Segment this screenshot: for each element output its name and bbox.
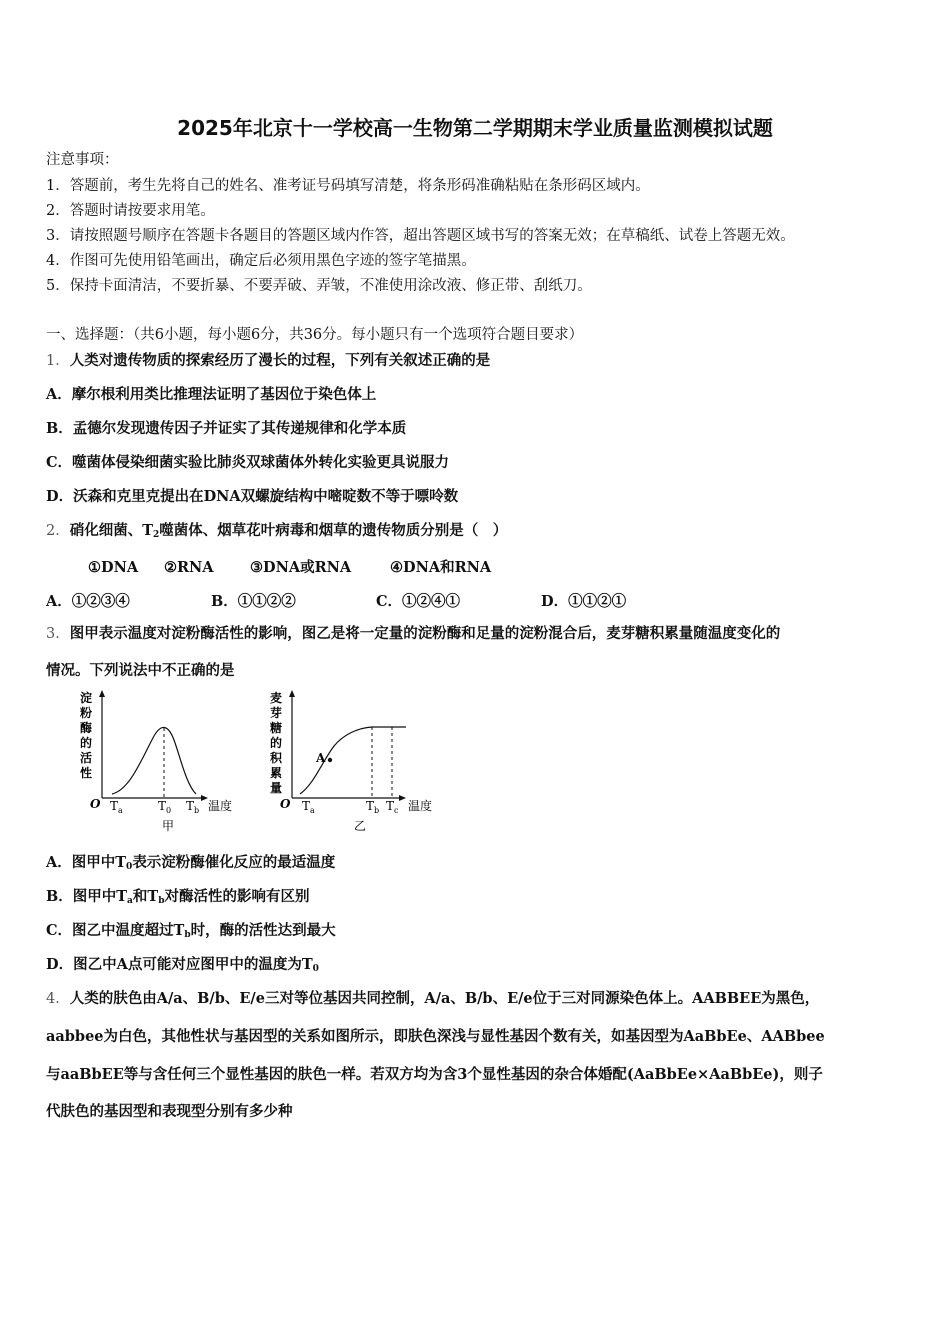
question-3-stem — [46, 624, 780, 644]
ylabel-char: 粉 — [80, 706, 93, 720]
q3-option-d — [46, 955, 319, 979]
q2-choice: ④DNA和RNA — [390, 559, 492, 576]
ylabel-char: 积 — [270, 751, 283, 765]
subscript: b — [184, 930, 191, 940]
ylabel-char: 性 — [80, 766, 93, 780]
q1-option-d: D．沃森和克里克提出在DNA双螺旋结构中嘧啶数不等于嘌呤数 — [46, 488, 459, 505]
question-4-stem-cont: 与aaBbEE等与含任何三个显性基因的肤色一样。若双方均为含3个显性基因的杂合体婚配(AaBbEe×AaBbEe)，则子 — [46, 1066, 823, 1083]
page-title: 2025年北京十一学校高一生物第二学期期末学业质量监测模拟试题 — [177, 116, 773, 140]
point-a-label: A — [316, 751, 326, 765]
option-text: C．图乙中温度超过T — [46, 922, 185, 939]
notice-item: 4．作图可先使用铅笔画出，确定后必须用黑色字迹的签字笔描黑。 — [46, 253, 476, 269]
question-number: 2． — [46, 523, 70, 539]
ylabel-char: 的 — [80, 736, 93, 750]
tick-label: $T_c$ — [386, 799, 399, 815]
tick-label: $T_a$ — [110, 799, 123, 815]
question-text: 人类对遗传物质的探索经历了漫长的过程，下列有关叙述正确的是 — [69, 352, 491, 369]
ylabel-char: 的 — [270, 736, 283, 750]
point-a-marker — [328, 758, 332, 762]
question-4-stem — [46, 989, 819, 1009]
q2-choice: ①DNA — [88, 559, 139, 576]
subscript: 0 — [312, 964, 319, 974]
x-axis-label: 温度 — [408, 799, 433, 813]
figure-caption: 甲 — [162, 819, 175, 833]
q1-option-a: A．摩尔根利用类比推理法证明了基因位于染色体上 — [46, 386, 377, 403]
option-text: 对酶活性的影响有区别 — [164, 888, 310, 905]
ylabel-char: 淀 — [80, 691, 93, 705]
tick-label: $T_b$ — [186, 799, 200, 815]
q1-option-b: B．孟德尔发现遗传因子并证实了其传递规律和化学本质 — [46, 420, 407, 437]
notice-item: 2．答题时请按要求用笔。 — [46, 203, 215, 219]
question-4-stem-cont: aabbee为白色，其他性状与基因型的关系如图所示，即肤色深浅与显性基因个数有关，如基因型为AaBbEe、AABbee — [46, 1028, 825, 1045]
option-text: B．图甲中T — [46, 888, 128, 905]
ylabel-char: 芽 — [270, 706, 283, 720]
ylabel-char: 量 — [270, 781, 283, 795]
ylabel-char: 糖 — [270, 721, 283, 735]
figure-caption: 乙 — [354, 819, 367, 833]
q2-option-d: D．①①②① — [541, 593, 627, 610]
option-text: D．图乙中A点可能对应图甲中的温度为T — [46, 956, 313, 973]
subscript: b — [158, 896, 165, 906]
ylabel-char: 累 — [270, 766, 283, 780]
figure-yi — [269, 690, 432, 833]
option-text: A．图甲中T — [46, 854, 127, 871]
activity-curve — [112, 727, 196, 794]
origin-label: O — [90, 797, 101, 811]
question-text: 硝化细菌、T — [69, 522, 154, 539]
tick-label: $T_a$ — [302, 799, 315, 815]
notice-item: 1．答题前，考生先将自己的姓名、准考证号码填写清楚，将条形码准确粘贴在条形码区域内。 — [46, 178, 650, 194]
q3-option-b — [46, 887, 309, 911]
question-2-stem — [46, 521, 507, 545]
tick-label: $T_b$ — [366, 799, 380, 815]
y-axis-arrow — [289, 690, 295, 697]
option-text: 和T — [132, 888, 159, 905]
q1-option-c: C．噬菌体侵染细菌实验比肺炎双球菌体外转化实验更具说服力 — [46, 454, 450, 471]
y-axis-arrow — [99, 690, 105, 697]
subscript: a — [127, 896, 133, 906]
q2-choice: ③DNA或RNA — [250, 559, 352, 576]
question-3-stem-cont: 情况。下列说法中不正确的是 — [46, 662, 235, 679]
question-number: 3． — [46, 626, 70, 642]
x-axis-arrow — [201, 795, 208, 801]
subscript: 0 — [126, 862, 133, 872]
x-axis-label: 温度 — [208, 799, 233, 813]
question-text: 人类的肤色由A/a、B/b、E/e三对等位基因共同控制，A/a、B/b、E/e位于三对同源染色体上。AABBEE为黑色， — [69, 990, 820, 1007]
question-text: 图甲表示温度对淀粉酶活性的影响，图乙是将一定量的淀粉酶和足量的淀粉混合后，麦芽糖积累量随温度变化的 — [69, 625, 781, 642]
q3-option-a — [46, 853, 335, 877]
subscript: 2 — [153, 530, 160, 540]
figure-yi-ylabel — [269, 690, 283, 795]
question-number: 4． — [46, 991, 70, 1007]
q2-choice: ②RNA — [164, 559, 214, 576]
ylabel-char: 活 — [80, 751, 93, 765]
question-text: 噬菌体、烟草花叶病毒和烟草的遗传物质分别是（ ） — [159, 522, 508, 539]
q2-option-a: A．①②③④ — [46, 593, 130, 610]
q3-option-c — [46, 921, 336, 945]
x-axis-arrow — [399, 795, 406, 801]
q2-choices — [88, 556, 491, 577]
ylabel-char: 酶 — [80, 721, 93, 735]
question-4-stem-cont: 代肤色的基因型和表现型分别有多少种 — [46, 1103, 293, 1120]
enzyme-figures — [78, 688, 458, 838]
notice-heading: 注意事项： — [46, 152, 119, 168]
q2-option-c: C．①②④① — [376, 593, 461, 610]
option-text: 表示淀粉酶催化反应的最适温度 — [132, 854, 336, 871]
figure-jia — [79, 690, 232, 833]
figure-jia-ylabel — [79, 690, 92, 780]
notice-item: 3．请按照题号顺序在答题卡各题目的答题区域内作答，超出答题区域书写的答案无效；在草稿纸、试卷上答题无效。 — [46, 228, 795, 244]
question-number: 1． — [46, 353, 70, 369]
option-text: 时，酶的活性达到最大 — [190, 922, 336, 939]
q2-options — [46, 590, 626, 611]
section-heading: 一、选择题：（共6小题，每小题6分，共36分。每小题只有一个选项符合题目要求） — [46, 327, 584, 343]
question-1-stem — [46, 351, 490, 371]
q2-option-b: B．①①②② — [211, 593, 296, 610]
tick-label: $T_0$ — [158, 799, 172, 815]
origin-label: O — [280, 797, 291, 811]
ylabel-char: 麦 — [270, 691, 283, 705]
notice-item: 5．保持卡面清洁，不要折暴、不要弄破、弄皱，不准使用涂改液、修正带、刮纸刀。 — [46, 278, 592, 294]
